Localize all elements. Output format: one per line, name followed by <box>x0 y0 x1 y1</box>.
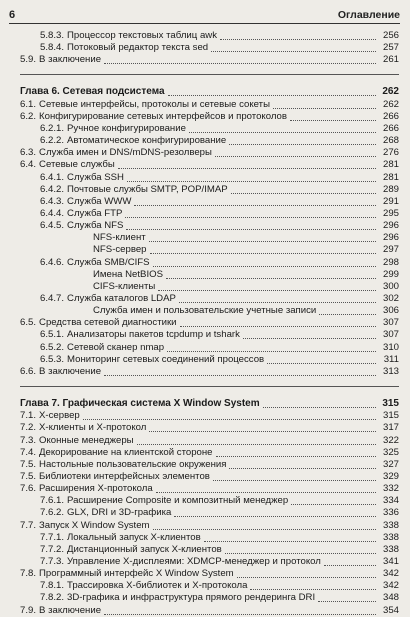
toc-entry <box>0 353 410 366</box>
section-title: Сетевые интерфейсы, протоколы и сетевые сокеты <box>39 98 270 110</box>
toc-entry <box>0 458 410 471</box>
section-title: Имена NetBIOS <box>93 268 163 280</box>
section-number: 7.6. <box>20 483 37 495</box>
page-reference: 329 <box>382 470 399 482</box>
section-title: Сетевой сканер nmap <box>67 341 165 353</box>
toc-entry-title <box>40 555 321 568</box>
section-number: 6.5.1. <box>40 329 65 341</box>
chapter-divider <box>20 74 399 75</box>
section-title: В заключение <box>39 365 102 377</box>
page-reference: 300 <box>382 280 399 292</box>
chapter-divider <box>20 386 399 387</box>
toc-entry <box>0 122 410 135</box>
page-reference: 299 <box>382 268 399 280</box>
page-reference: 307 <box>382 317 399 329</box>
section-title: Декорирование на клиентской стороне <box>39 446 213 458</box>
toc-entry <box>0 519 410 532</box>
section-number: 7.5. <box>20 470 37 482</box>
page-reference: 295 <box>382 207 399 219</box>
toc-entry-title <box>20 365 101 378</box>
section-title: Глава 7. Графическая система X Window System <box>20 398 260 410</box>
section-title: Потоковый редактор текста sed <box>67 42 209 54</box>
toc-entry-title <box>40 328 240 341</box>
toc-entry-title <box>20 567 234 580</box>
page-reference: 341 <box>382 556 399 567</box>
section-title: Процессор текстовых таблиц awk <box>67 30 218 41</box>
toc-entry-title <box>20 397 260 410</box>
section-title: Служба FTP <box>67 207 123 219</box>
toc-entry <box>0 98 410 111</box>
section-title: Служба SSH <box>67 171 124 183</box>
section-title: Трассировка X-библиотек и X-протокола <box>67 580 248 592</box>
toc-entry-title <box>20 482 153 495</box>
toc-entry-title <box>20 409 80 422</box>
toc-entry <box>0 591 410 604</box>
toc-entry-title <box>40 494 288 507</box>
toc-entry <box>0 134 410 147</box>
toc-entry <box>0 171 410 184</box>
section-number: 6.4.5. <box>40 220 65 232</box>
page-reference: 302 <box>382 293 399 304</box>
page-reference: 298 <box>382 256 399 268</box>
toc-entry-title <box>20 446 213 459</box>
section-title: Служба имен и пользовательские учетные записи <box>93 305 317 317</box>
page-reference: 291 <box>382 195 399 207</box>
toc-entry-title <box>20 53 101 66</box>
page-reference: 276 <box>382 147 399 159</box>
running-header <box>9 6 400 24</box>
section-number: 7.7.3. <box>40 556 65 567</box>
page-reference: 338 <box>382 543 399 555</box>
page-reference: 315 <box>382 410 399 422</box>
toc-entry-title <box>40 506 171 519</box>
toc-entry-title <box>93 231 146 244</box>
section-title: Оконные менеджеры <box>39 434 134 446</box>
section-number: 6.4.4. <box>40 207 65 219</box>
page-number: 6 <box>9 9 16 21</box>
toc-entry-title <box>40 171 124 184</box>
toc-entry-title <box>20 316 177 329</box>
section-number: 5.9. <box>20 54 37 66</box>
toc-entry <box>0 231 410 244</box>
page-reference: 281 <box>382 171 399 183</box>
section-number: 7.7. <box>20 519 37 531</box>
section-number: 6.5.2. <box>40 341 65 353</box>
header-rule <box>9 23 400 24</box>
toc-entry <box>0 446 410 459</box>
section-number: 7.2. <box>20 422 37 434</box>
section-title: Служба SMB/CIFS <box>67 256 150 268</box>
toc-entry <box>0 482 410 495</box>
toc-entry-title <box>40 29 217 42</box>
toc-entry <box>0 470 410 483</box>
page-reference: 311 <box>383 353 399 365</box>
page-reference: 307 <box>382 329 399 341</box>
toc-entry <box>0 567 410 580</box>
section-number: 7.8.1. <box>40 580 65 592</box>
page-reference: 325 <box>382 446 399 458</box>
toc-entry <box>0 243 410 256</box>
section-title: Мониторинг сетевых соединений процессов <box>67 353 265 365</box>
toc-entry-title <box>93 280 155 293</box>
section-number: 7.3. <box>20 434 37 446</box>
toc-entry <box>0 53 410 66</box>
toc-entry-title <box>40 41 208 54</box>
section-number: 6.4.7. <box>40 293 65 304</box>
section-number: 6.4. <box>20 159 37 171</box>
page-reference: 313 <box>382 365 399 377</box>
section-title: Служба каталогов LDAP <box>67 293 176 304</box>
toc-entry <box>0 543 410 556</box>
toc-entry-title <box>40 591 315 604</box>
toc-entry <box>0 207 410 220</box>
section-title: В заключение <box>39 604 102 616</box>
section-title: Анализаторы пакетов tcpdump и tshark <box>67 329 240 341</box>
section-title: X-клиенты и X-протокол <box>39 422 147 434</box>
toc-entry <box>0 146 410 159</box>
toc-entry-title <box>40 207 122 220</box>
toc-entry-title <box>93 243 147 256</box>
toc-entry <box>0 292 410 305</box>
toc-entry-title <box>93 304 316 317</box>
toc-entry <box>0 555 410 568</box>
page-reference: 266 <box>382 110 399 122</box>
toc-entry <box>0 280 410 293</box>
toc-entry-title <box>93 268 163 281</box>
toc-entry <box>0 41 410 54</box>
section-title: 3D-графика и инфраструктура прямого рендеринга DRI <box>67 592 316 604</box>
toc-entry <box>0 579 410 592</box>
page-reference: 306 <box>382 305 399 317</box>
toc-entry <box>0 268 410 281</box>
page-reference: 317 <box>382 422 399 434</box>
toc-entry-title <box>40 256 150 269</box>
toc-entry <box>0 506 410 519</box>
section-number: 6.5. <box>20 317 37 329</box>
section-number: 7.4. <box>20 446 37 458</box>
section-title: Ручное конфигурирование <box>67 122 186 134</box>
section-number: 6.4.6. <box>40 256 65 268</box>
toc-entry-title <box>40 183 228 196</box>
toc-entry <box>0 421 410 434</box>
toc-entry-title <box>40 195 131 208</box>
toc-entry-title <box>20 110 287 123</box>
toc-entry-title <box>40 219 123 232</box>
section-title: Управление X-дисплеями: XDMCP-менеджер и протокол <box>67 556 321 567</box>
toc-entry-title <box>20 146 212 159</box>
page-reference: 257 <box>382 42 399 54</box>
chapter-entry <box>0 85 410 98</box>
toc-entry <box>0 316 410 329</box>
section-title: Расширения X-протокола <box>39 483 153 495</box>
section-title: Служба WWW <box>67 195 132 207</box>
section-title: В заключение <box>39 54 102 66</box>
toc-entry <box>0 434 410 447</box>
section-number: 6.4.1. <box>40 171 65 183</box>
section-number: 6.6. <box>20 365 37 377</box>
page-reference: 336 <box>382 507 399 519</box>
section-title: NFS-клиент <box>93 232 146 244</box>
page-reference: 334 <box>382 495 399 507</box>
section-number: 7.7.1. <box>40 531 65 543</box>
toc-entry-title <box>40 134 226 147</box>
section-number: 6.3. <box>20 147 37 159</box>
section-number: 7.8. <box>20 568 37 580</box>
page-reference: 348 <box>382 592 399 604</box>
toc-entry <box>0 29 410 42</box>
toc-entry-title <box>20 519 150 532</box>
section-number: 7.6.2. <box>40 507 65 519</box>
section-number: 6.2.2. <box>40 135 65 147</box>
section-number: 7.5. <box>20 458 37 470</box>
toc-entry <box>0 328 410 341</box>
page-reference: 342 <box>382 580 399 592</box>
page-reference: 310 <box>382 341 399 353</box>
section-title: Запуск X Window System <box>39 519 150 531</box>
section-number: 6.5.3. <box>40 353 65 365</box>
toc-entry-title <box>20 158 115 171</box>
page-reference: 332 <box>382 483 399 495</box>
toc-entry <box>0 409 410 422</box>
section-title: Дистанционный запуск X-клиентов <box>67 543 222 555</box>
section-title: X-сервер <box>39 410 80 422</box>
section-number: 7.6.1. <box>40 495 65 507</box>
section-number: 7.7.2. <box>40 543 65 555</box>
toc-entry <box>0 531 410 544</box>
section-title: Расширение Composite и композитный менеджер <box>67 495 289 507</box>
page-reference: 296 <box>382 232 399 244</box>
section-number: 6.2. <box>20 110 37 122</box>
section-title: Средства сетевой диагностики <box>39 317 177 329</box>
page-reference: 262 <box>382 98 399 110</box>
section-title: Автоматическое конфигурирование <box>67 135 227 147</box>
toc-entry-title <box>20 85 165 98</box>
section-title: Сетевые службы <box>39 159 115 171</box>
section-number: 5.8.4. <box>40 42 65 54</box>
chapter-entry <box>0 397 410 410</box>
toc-entry-title <box>40 122 186 135</box>
toc-entry-title <box>40 543 222 556</box>
page-reference: 338 <box>382 519 399 531</box>
toc-entry-title <box>20 470 210 483</box>
section-title: CIFS-клиенты <box>93 280 156 292</box>
section-number: 5.8.3. <box>40 30 65 41</box>
page-reference: 266 <box>382 122 399 134</box>
toc-entry <box>0 256 410 269</box>
page-reference: 262 <box>382 86 399 98</box>
toc-entry-title <box>40 341 164 354</box>
page-reference: 289 <box>382 183 399 195</box>
section-title: GLX, DRI и 3D-графика <box>67 507 172 519</box>
section-number: 7.9. <box>20 604 37 616</box>
section-number: 6.4.2. <box>40 183 65 195</box>
page-reference: 315 <box>382 398 399 410</box>
toc-entry <box>0 365 410 378</box>
page-reference: 256 <box>382 30 399 41</box>
running-title: Оглавление <box>337 9 400 21</box>
toc-entry <box>0 158 410 171</box>
page-reference: 342 <box>382 568 399 580</box>
page-reference: 261 <box>382 54 399 66</box>
page-reference: 322 <box>382 434 399 446</box>
page-reference: 281 <box>382 159 399 171</box>
section-title: Служба NFS <box>67 220 124 232</box>
toc-entry-title <box>40 292 176 305</box>
section-number: 6.2.1. <box>40 122 65 134</box>
section-title: Служба имен и DNS/mDNS-резолверы <box>39 147 212 159</box>
toc-entry <box>0 341 410 354</box>
toc-entry-title <box>40 531 201 544</box>
section-number: 7.1. <box>20 410 37 422</box>
page-reference: 268 <box>382 135 399 147</box>
section-number: 6.1. <box>20 98 37 110</box>
toc-entry-title <box>20 421 146 434</box>
toc-entry-title <box>20 458 226 471</box>
section-number: 6.4.3. <box>40 195 65 207</box>
toc-entry-title <box>40 579 247 592</box>
section-title: Настольные пользовательские окружения <box>39 458 227 470</box>
toc-entry <box>0 304 410 317</box>
toc-entry <box>0 604 410 617</box>
section-title: Почтовые службы SMTP, POP/IMAP <box>67 183 228 195</box>
toc-entry <box>0 110 410 123</box>
section-title: Библиотеки интерфейсных элементов <box>39 470 210 482</box>
page-reference: 327 <box>382 458 399 470</box>
section-title: Программный интерфейс X Window System <box>39 568 234 580</box>
toc-entry <box>0 219 410 232</box>
toc-entry-title <box>20 604 101 617</box>
toc-entry <box>0 183 410 196</box>
section-title: Локальный запуск X-клиентов <box>67 531 201 543</box>
toc-entry <box>0 195 410 208</box>
section-title: Глава 6. Сетевая подсистема <box>20 86 165 98</box>
toc-entry-title <box>20 98 270 111</box>
page-reference: 296 <box>382 220 399 232</box>
section-title: Конфигурирование сетевых интерфейсов и протоколов <box>39 110 287 122</box>
section-number: 7.8.2. <box>40 592 65 604</box>
page-reference: 338 <box>382 531 399 543</box>
section-title: NFS-сервер <box>93 244 147 256</box>
toc-entry-title <box>40 353 264 366</box>
page-reference: 297 <box>382 244 399 256</box>
page-reference: 354 <box>382 604 399 616</box>
toc-entry <box>0 494 410 507</box>
toc-entry-title <box>20 434 134 447</box>
